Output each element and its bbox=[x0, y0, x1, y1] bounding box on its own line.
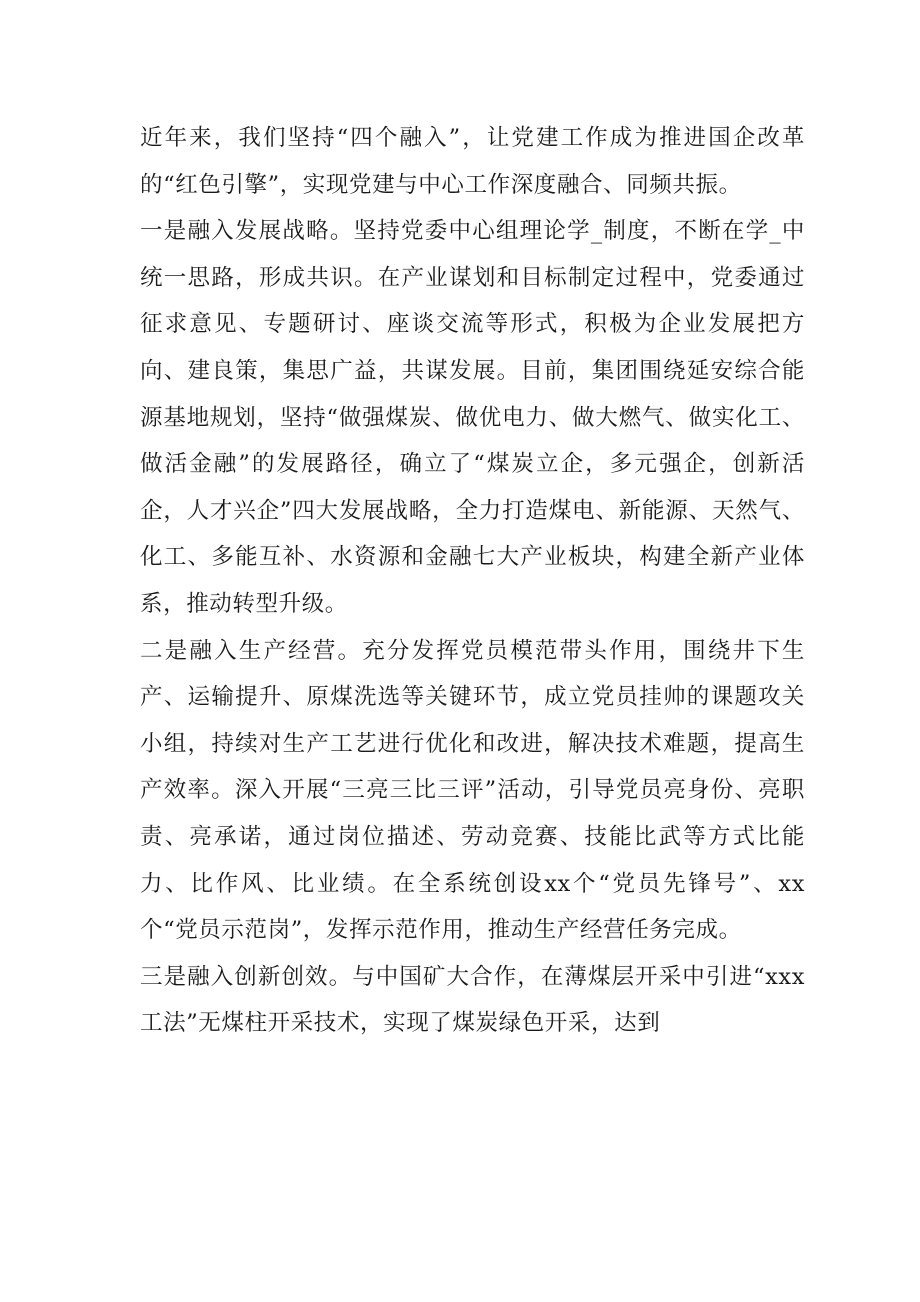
paragraph-intro: 近年来，我们坚持“四个融入”，让党建工作成为推进国企改革的“红色引擎”，实现党建与中心工作深度融合、同频共振。 bbox=[140, 125, 805, 198]
paragraph-production-operation: 二是融入生产经营。充分发挥党员模范带头作用，围绕井下生产、运输提升、原煤洗选等关键环节，成立党员挂帅的课题攻关小组，持续对生产工艺进行优化和改进，解决技术难题，提高生产效率。深入开展“三亮三比三评”活动，引导党员亮身份、亮职责、亮承诺，通过岗位描述、劳动竞赛、技能比武等方式比能力、比作风、比业绩。在全系统创设xx个“党员先锋号”、xx个“党员示范岗”，发挥示范作用，推动生产经营任务完成。 bbox=[140, 637, 805, 944]
document-body bbox=[140, 115, 805, 1047]
paragraph-innovation: 三是融入创新创效。与中国矿大合作，在薄煤层开采中引进“xxx工法”无煤柱开采技术，实现了煤炭绿色开采，达到 bbox=[140, 963, 805, 1037]
paragraph-development-strategy: 一是融入发展战略。坚持党委中心组理论学_制度，不断在学_中统一思路，形成共识。在产业谋划和目标制定过程中，党委通过征求意见、专题研讨、座谈交流等形式，积极为企业发展把方向、建良策，集思广益，共谋发展。目前，集团围绕延安综合能源基地规划，坚持“做强煤炭、做优电力、做大燃气、做实化工、做活金融”的发展路径，确立了“煤炭立企，多元强企，创新活企，人才兴企”四大发展战略，全力打造煤电、新能源、天然气、化工、多能互补、水资源和金融七大产业板块，构建全新产业体系，推动转型升级。 bbox=[140, 218, 805, 617]
